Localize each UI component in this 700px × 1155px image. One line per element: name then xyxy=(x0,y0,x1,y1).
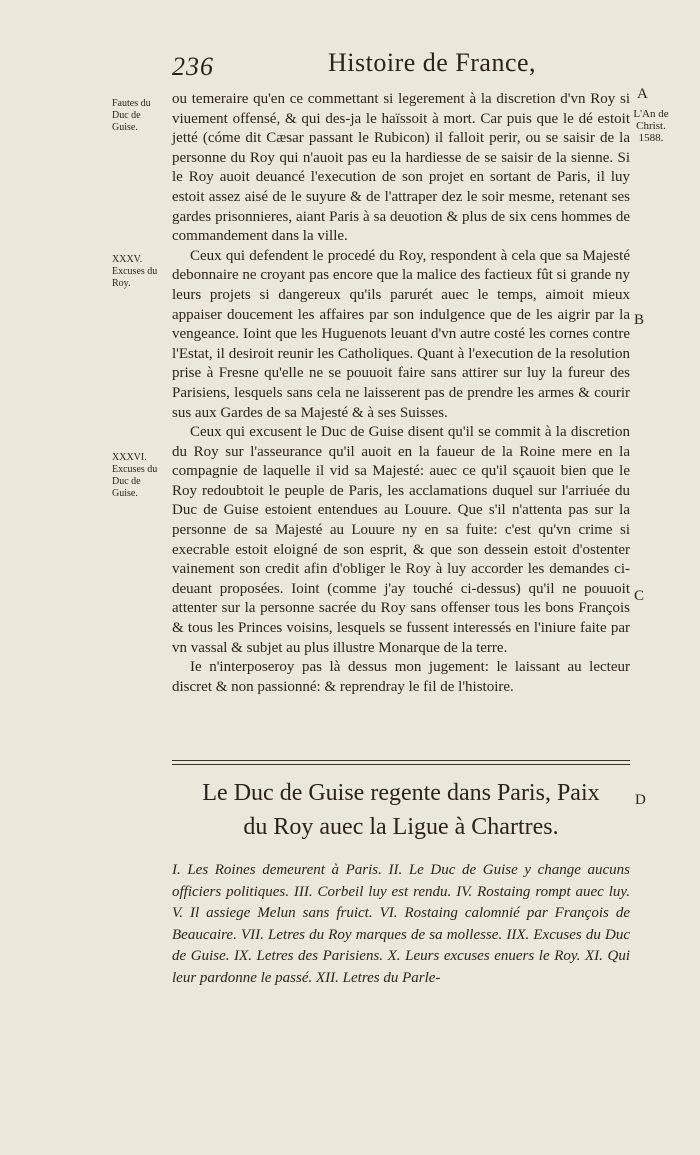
paragraph-3: Ceux qui excusent le Duc de Guise disent qu'il se commit à la discretion du Roy sur l'asseurance qu'il auoit en la faueur de la Roine mere en la compagnie de laquelle il vid sa Majesté: auec ce qu'il sçauoit bien que le Roy redoubtoit le peuple de Paris, les acclamations duquel sur l'arriuée du Duc de Guise estoient entendues au Louure. Que s'il n'attenta pas sur la personne de sa Majesté au Louure ny en sa fuite: c'est qu'vn crime si execrable estoit eloigné de son esprit, & que son dessein estoit d'ostenter vainement son credit afin d'obliger le Roy à luy accorder les demandes ci-deuant proposées. Ioint (comme j'ay touché ci-dessus) qu'il ne pouuoit attenter sur la personne sacrée du Roy sans offenser tous les bons François & tous les Princes voisins, lesquels se fussent interessés en l'iniure faite par vn vassal & subjet au plus illustre Monarque de la terre. xyxy=(172,424,630,656)
paragraph-2: Ceux qui defendent le procedé du Roy, respondent à cela que sa Majesté debonnaire ne croyant pas encore que la malice des factieux fût si grande ny leurs projets si dangereux qu'ils parurét auec le temps, aimoit mieux appaiser doucement les affaires par son indulgence que de les aigrir par la vengeance. Ioint que les Huguenots leuant d'vn autre costé les cornes contre l'Estat, il desiroit reunir les Catholiques. Quant à l'execution de la resolution prise à Fresne qu'elle ne se pouuoit faire sans attirer sur luy la fureur des Parisiens, lesquels sans cela ne laisserent pas de prendre les armes & courir sus aux Gardes de sa Majesté & à ses Suisses. xyxy=(172,247,630,421)
margin-letter-b: B xyxy=(634,312,645,328)
main-text xyxy=(172,90,630,697)
paragraph-4: Ie n'interposeroy pas là dessus mon jugement: le laissant au lecteur discret & non passionné: & reprendray le fil de l'histoire. xyxy=(172,659,630,695)
paragraph-1: ou temeraire qu'en ce commettant si legerement à la discretion d'vn Roy si viuement offensé, & qui des-ja le haïssoit à mort. Car puis que le dé estoit jetté (cóme dit Cæsar passant le Rubicon) il falloit perir, ou se saisir de la personne du Roy qui n'auoit pas eu la hardiesse de se saisir de la sienne. Si le Roy auoit deuancé l'execution de son projet en sortant de Paris, il luy estoit assez aisé de le suyure & de l'attraper dez le soir mesme, retenant ses gardes prisonnieres, aiant Paris à sa deuotion & plus de six cens hommes de commandement dans la ville. xyxy=(172,91,630,245)
section-title-line-1: Le Duc de Guise regente dans Paris, Paix xyxy=(202,780,600,806)
margin-note-fautes: Fautes du Duc de Guise. xyxy=(112,98,151,133)
section-title xyxy=(172,776,630,844)
summary-text: I. Les Roines demeurent à Paris. II. Le Duc de Guise y change aucuns officiers politiques. III. Corbeil luy est rendu. IV. Rostaing rompt auec luy. V. Il assiege Melun sans fruict. VI. Rostaing calomnié par François de Beaucaire. VII. Letres du Roy marques de sa mollesse. IIX. Excuses du Duc de Guise. IX. Letres des Parisiens. X. Leurs excuses enuers le Roy. XI. Qui leur pardonne le passé. XII. Letres du Parle- xyxy=(172,862,630,986)
margin-letter-d: D xyxy=(635,792,646,808)
page-number: 236 xyxy=(172,52,214,81)
chapter-summary xyxy=(172,860,630,989)
section-title-line-2: du Roy auec la Ligue à Chartres. xyxy=(243,814,559,840)
section-rule-top xyxy=(172,760,630,761)
margin-letter-a: A xyxy=(637,86,648,102)
margin-note-xxxv: XXXV. Excuses du Roy. xyxy=(112,254,158,289)
section-rule-top-thin xyxy=(172,764,630,765)
margin-letter-c: C xyxy=(634,588,645,604)
margin-year: L'An de Christ. 1588. xyxy=(633,108,669,144)
running-title: Histoire de France, xyxy=(328,48,537,77)
margin-note-xxxvi: XXXVI. Excuses du Duc de Guise. xyxy=(112,452,158,499)
